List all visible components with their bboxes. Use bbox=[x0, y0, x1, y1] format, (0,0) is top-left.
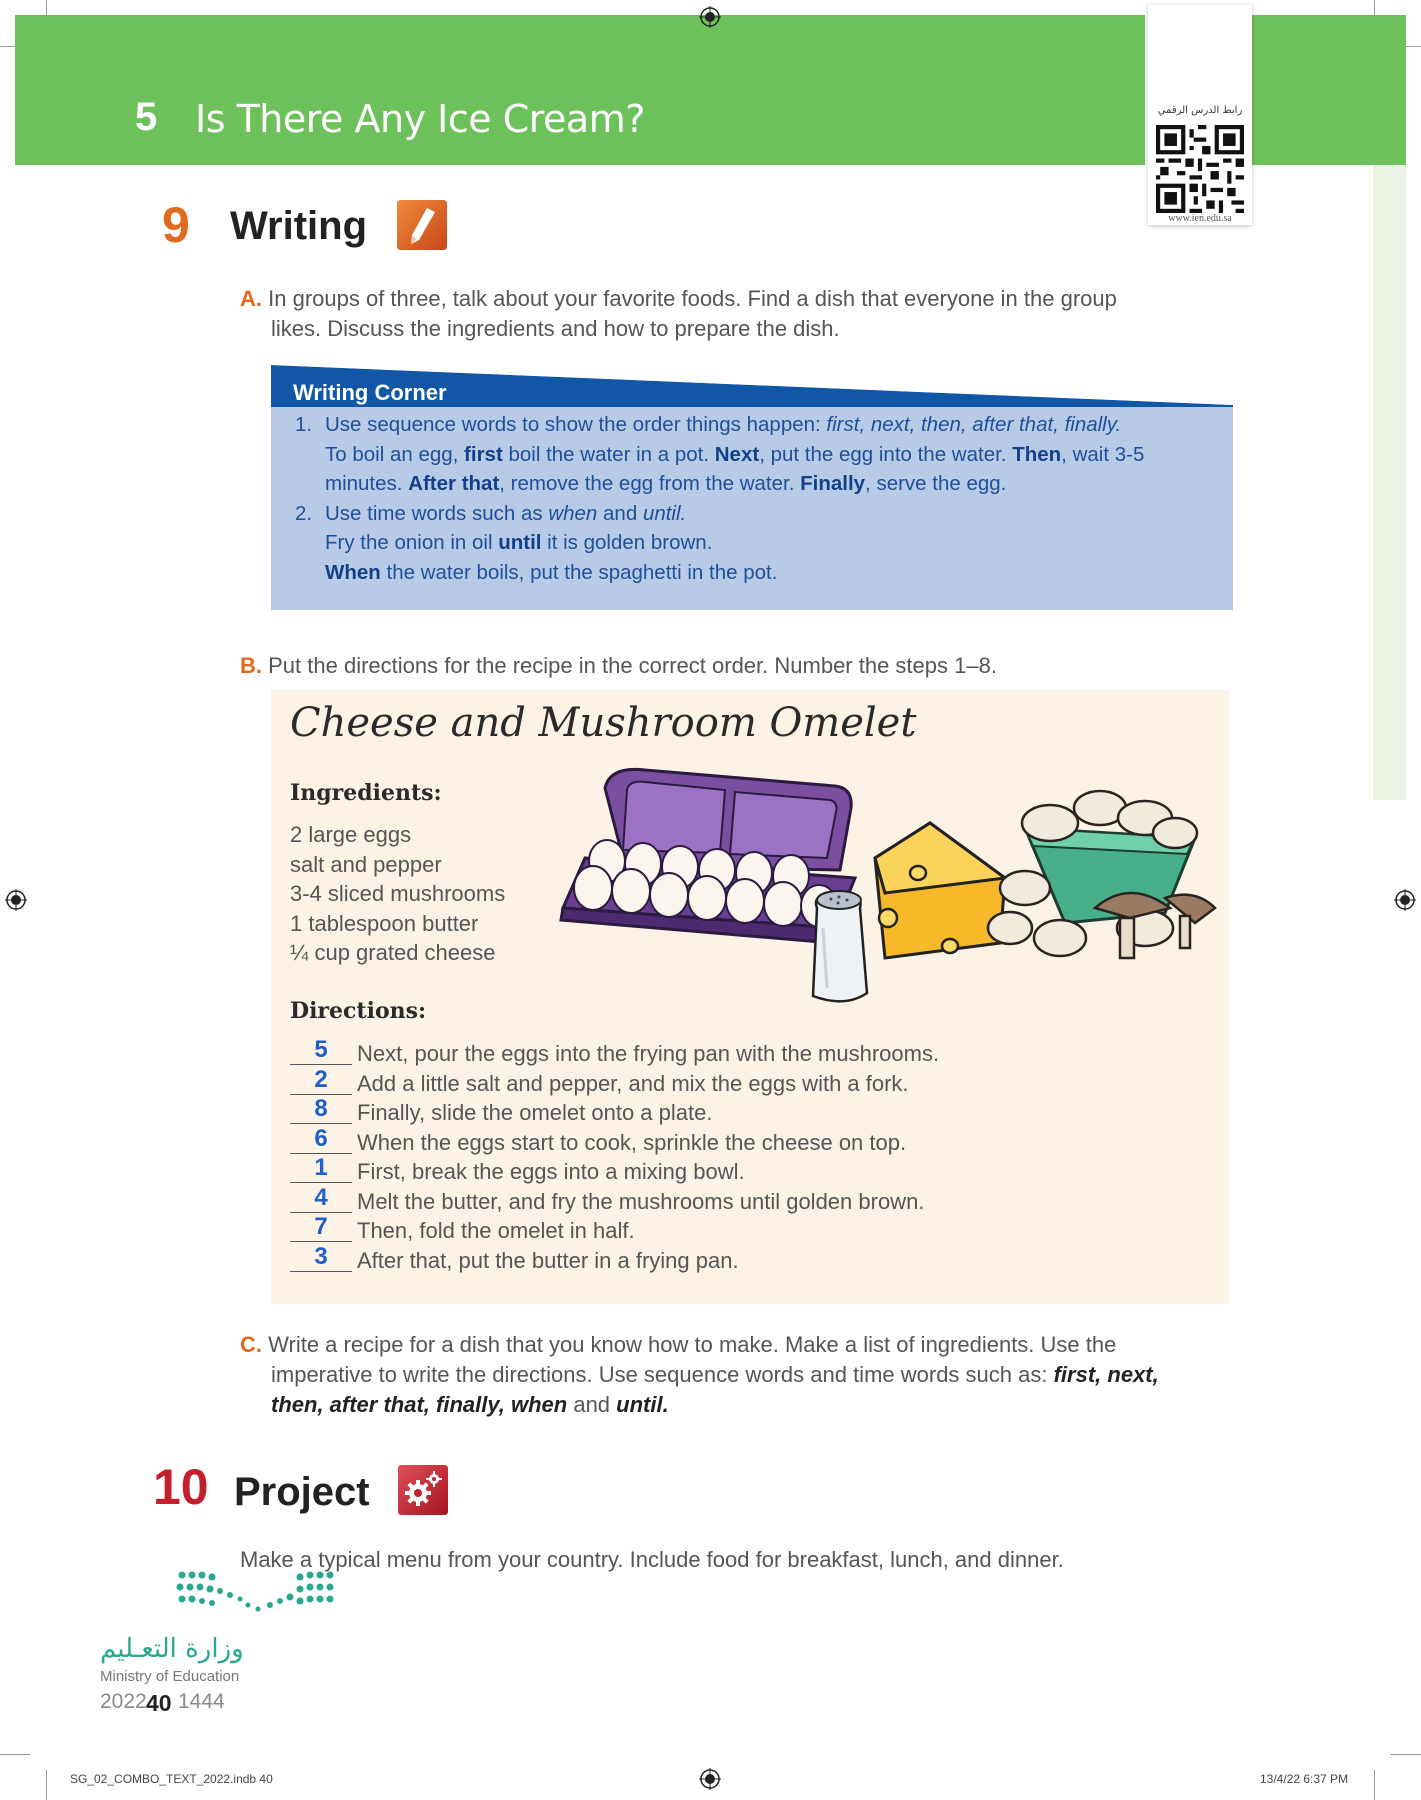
corner-text-italic: until. bbox=[642, 501, 687, 525]
corner-text: Use time words such as bbox=[325, 501, 549, 525]
step-text: Melt the butter, and fry the mushrooms until golden brown. bbox=[357, 1188, 925, 1214]
page-number: 40 bbox=[146, 1690, 172, 1716]
corner-text: it is golden brown. bbox=[541, 531, 713, 554]
step-text: First, break the eggs into a mixing bowl. bbox=[357, 1159, 745, 1184]
registration-mark-icon bbox=[699, 6, 721, 28]
exercise-a-line2: likes. Discuss the ingredients and how to prepare the dish. bbox=[271, 316, 840, 341]
exercise-c-line3b: and bbox=[567, 1392, 617, 1417]
corner-text-bold: When bbox=[325, 560, 381, 584]
gears-icon bbox=[398, 1465, 448, 1515]
step-text: Finally, slide the omelet onto a plate. bbox=[357, 1100, 713, 1125]
step-answer: 2 bbox=[314, 1065, 328, 1093]
cheese-wedge-icon bbox=[875, 823, 1005, 958]
project-title: Project bbox=[234, 1470, 370, 1514]
corner-text: boil the water in a pot. bbox=[502, 442, 715, 466]
exercise-a-line1: In groups of three, talk about your favorite foods. Find a dish that everyone in the group bbox=[268, 286, 1117, 311]
corner-text: , remove the egg from the water. bbox=[499, 472, 801, 495]
ministry-name-arabic: وزارة التعـليم bbox=[100, 1634, 244, 1664]
step-answer: 1 bbox=[314, 1154, 328, 1181]
corner-text-bold: Next bbox=[714, 442, 760, 466]
corner-text: the water boils, put the spaghetti in the pot. bbox=[380, 560, 778, 584]
step-text: When the eggs start to cook, sprinkle the cheese on top. bbox=[357, 1129, 907, 1155]
header-band bbox=[15, 15, 1145, 165]
qr-caption: رابط الدرس الرقمي bbox=[1157, 105, 1243, 116]
pencil-icon bbox=[397, 200, 447, 250]
ingredients-illustration bbox=[555, 758, 1225, 1018]
step-text: Then, fold the omelet in half. bbox=[357, 1218, 635, 1243]
corner-text-italic: first, next, then, after that, finally. bbox=[826, 413, 1122, 436]
registration-mark-icon bbox=[1394, 889, 1416, 911]
writing-corner-list bbox=[295, 410, 1225, 587]
step-text: Next, pour the eggs into the frying pan with the mushrooms. bbox=[357, 1041, 940, 1066]
directions-heading: Directions: bbox=[290, 998, 427, 1024]
corner-text-bold: After that bbox=[408, 472, 500, 495]
crop-mark bbox=[0, 1754, 30, 1755]
qr-code-icon[interactable] bbox=[1156, 125, 1244, 213]
direction-step bbox=[290, 1036, 1220, 1069]
egg-carton-icon bbox=[561, 769, 855, 943]
project-number: 10 bbox=[153, 1459, 209, 1515]
corner-text-bold: until bbox=[498, 531, 542, 554]
step-answer: 6 bbox=[314, 1124, 328, 1152]
direction-step bbox=[290, 1065, 1220, 1099]
section-title: Writing bbox=[230, 204, 368, 248]
corner-text: , put the egg into the water. bbox=[759, 442, 1013, 466]
step-answer: 4 bbox=[314, 1183, 328, 1211]
direction-step bbox=[290, 1095, 1220, 1128]
mushrooms-icon bbox=[988, 791, 1215, 958]
step-answer: 3 bbox=[314, 1242, 328, 1270]
recipe-title: Cheese and Mushroom Omelet bbox=[290, 700, 917, 746]
file-info: SG_02_COMBO_TEXT_2022.indb 40 bbox=[70, 1772, 273, 1786]
registration-mark-icon bbox=[699, 1768, 721, 1790]
step-text: Add a little salt and pepper, and mix the eggs with a fork. bbox=[357, 1070, 909, 1096]
direction-step bbox=[290, 1183, 1220, 1217]
corner-text: Fry the onion in oil bbox=[325, 531, 499, 554]
exercise-b-text: Put the directions for the recipe in the correct order. Number the steps 1–8. bbox=[268, 653, 997, 678]
step-answer: 7 bbox=[314, 1213, 328, 1240]
exercise-c-line1: Write a recipe for a dish that you know how to make. Make a list of ingredients. Use the bbox=[268, 1332, 1117, 1357]
side-strip bbox=[1373, 165, 1406, 800]
ingredient-item: salt and pepper bbox=[290, 851, 442, 877]
exercise-c-line3a: then, after that, finally, when bbox=[271, 1392, 568, 1417]
step-answer: 8 bbox=[314, 1095, 328, 1122]
exercise-c-line2b: first, next, bbox=[1053, 1362, 1159, 1387]
crop-mark bbox=[1374, 1770, 1375, 1800]
exercise-a-letter: A. bbox=[240, 286, 262, 311]
direction-step bbox=[290, 1124, 1220, 1158]
step-text: After that, put the butter in a frying pan. bbox=[357, 1247, 739, 1273]
ingredients-list bbox=[290, 820, 505, 968]
ingredient-item: 1 tablespoon butter bbox=[290, 910, 479, 936]
date-info: 13/4/22 6:37 PM bbox=[1260, 1772, 1349, 1786]
corner-text: Use sequence words to show the order things happen: bbox=[325, 413, 827, 436]
section-number: 9 bbox=[162, 197, 190, 253]
registration-mark-icon bbox=[5, 889, 27, 911]
corner-text: , wait 3-5 bbox=[1061, 442, 1145, 466]
salt-shaker-icon bbox=[813, 891, 867, 1001]
corner-text: minutes. bbox=[325, 472, 409, 495]
directions-list bbox=[290, 1036, 1220, 1275]
direction-step bbox=[290, 1154, 1220, 1187]
qr-card[interactable] bbox=[1148, 5, 1252, 225]
corner-text: To boil an egg, bbox=[325, 442, 465, 466]
year-left: 2022 bbox=[100, 1690, 147, 1713]
exercise-b-letter: B. bbox=[240, 653, 262, 678]
direction-step bbox=[290, 1242, 1220, 1276]
writing-corner-item bbox=[295, 499, 1225, 588]
unit-title: Is There Any Ice Cream? bbox=[195, 97, 645, 141]
corner-text-bold: Then bbox=[1012, 442, 1062, 466]
corner-text-italic: when bbox=[548, 501, 598, 525]
exercise-a bbox=[240, 284, 1240, 344]
writing-corner-title: Writing Corner bbox=[293, 380, 447, 405]
ingredient-item: 2 large eggs bbox=[290, 822, 412, 847]
ingredient-item: 3-4 sliced mushrooms bbox=[290, 881, 506, 906]
corner-text: and bbox=[597, 501, 643, 525]
item-number: 2. bbox=[295, 501, 313, 525]
ingredient-item: ¼ cup grated cheese bbox=[290, 940, 496, 965]
unit-number: 5 bbox=[135, 95, 158, 139]
crop-mark bbox=[46, 1770, 47, 1800]
corner-text-bold: Finally bbox=[800, 472, 866, 495]
ministry-logo-icon bbox=[170, 1565, 340, 1625]
exercise-c-line2a: imperative to write the directions. Use sequence words and time words such as: bbox=[271, 1362, 1054, 1387]
writing-corner-item bbox=[295, 410, 1225, 499]
exercise-c-line3c: until. bbox=[616, 1392, 669, 1417]
item-number: 1. bbox=[295, 413, 313, 436]
exercise-c bbox=[240, 1330, 1240, 1420]
ministry-name-english: Ministry of Education bbox=[100, 1668, 240, 1685]
step-answer: 5 bbox=[314, 1036, 328, 1063]
year-right: 1444 bbox=[178, 1690, 225, 1713]
corner-text-bold: first bbox=[464, 442, 503, 466]
qr-url: www.ien.edu.sa bbox=[1168, 213, 1232, 224]
corner-text: , serve the egg. bbox=[865, 472, 1007, 495]
header-right-strip bbox=[1252, 15, 1406, 165]
project-text: Make a typical menu from your country. Include food for breakfast, lunch, and dinner. bbox=[240, 1547, 1064, 1572]
direction-step bbox=[290, 1213, 1220, 1246]
ingredients-heading: Ingredients: bbox=[290, 780, 442, 806]
exercise-c-letter: C. bbox=[240, 1332, 262, 1357]
crop-mark bbox=[1390, 1754, 1421, 1755]
exercise-b bbox=[240, 651, 1240, 681]
